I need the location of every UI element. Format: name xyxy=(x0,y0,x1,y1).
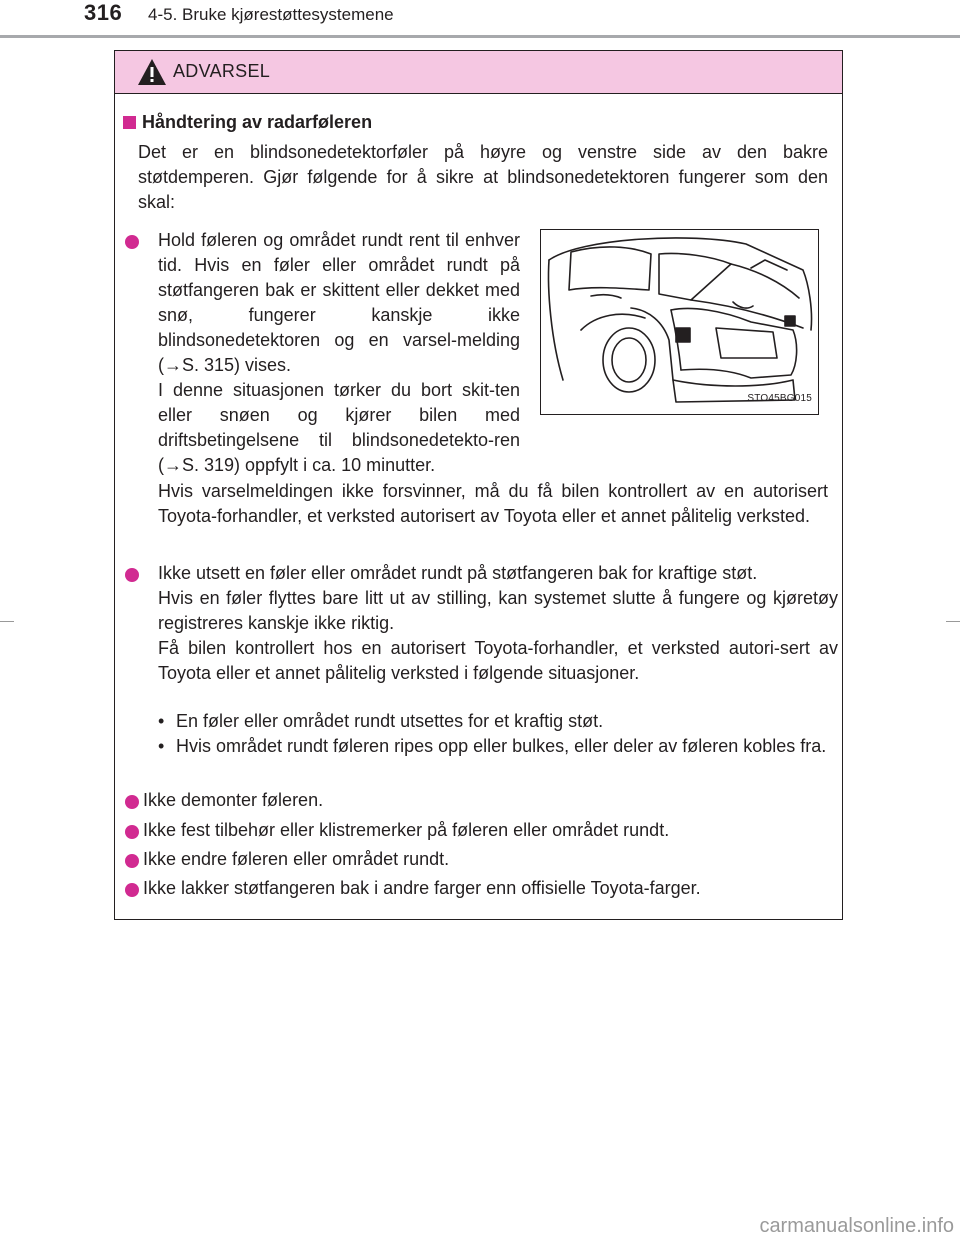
bullet-dot-icon xyxy=(125,235,139,249)
after-bullet1-paragraph: Hvis varselmeldingen ikke forsvinner, må du få bilen kontrollert av en autorisert Toyota-forhandler, et verksted autorisert av Toyota eller et annet pålitelig verksted. xyxy=(158,481,828,526)
watermark: carmanualsonline.info xyxy=(759,1215,954,1237)
bullet-text-5: Ikke endre føleren eller området rundt. xyxy=(143,849,450,869)
bullet-dot-icon xyxy=(125,854,139,868)
page-number: 316 xyxy=(84,0,123,25)
car-figure xyxy=(540,229,819,415)
bullet-text-3: Ikke demonter føleren. xyxy=(143,790,324,810)
bullet-text-2: Ikke utsett en føler eller området rundt på støtfangeren bak for kraftige støt. Hvis en føler flyttes bare litt ut av stilling, kan systemet slutte å fungere og kjøretøy registreres kanskje ikke riktig. Få bilen kontrollert hos en autorisert Toyota-forhandler, et verksted autori-sert av Toyota eller et annet pålitelig verksted i følgende situasjoner. xyxy=(158,563,838,683)
header-rule xyxy=(0,35,960,38)
section-heading xyxy=(123,110,372,135)
crop-mark-left xyxy=(0,621,14,622)
square-bullet-icon xyxy=(123,116,136,129)
bullet-text-4: Ikke fest tilbehør eller klistremerker på føleren eller området rundt. xyxy=(143,820,670,840)
bullet-text-1: Hold føleren og området rundt rent til enhver tid. Hvis en føler eller området rundt på støtfangeren bak er skittent eller dekket med snø, fungerer kanskje ikke blindsonedetektoren og en varsel-melding (→S. 315) vises. I denne situasjonen tørker du bort skit-ten eller snøen og kjører bilen med driftsbetingelsene til blindsonedetekto-ren (→S. 319) oppfylt i ca. 10 minutter. xyxy=(158,230,520,475)
bullet-dot-icon xyxy=(125,568,139,582)
bullet-dot-icon xyxy=(125,795,139,809)
sub-bullet-text: En føler eller området rundt utsettes for et kraftig støt. xyxy=(176,711,604,731)
warning-triangle-icon xyxy=(137,58,167,86)
intro-paragraph: Det er en blindsonedetektorføler på høyre og venstre side av den bakre støtdemperen. Gjør følgende for å sikre at blindsonedetektoren fungerer som den skal: xyxy=(138,142,828,212)
warning-label: ADVARSEL xyxy=(173,61,271,81)
section-heading-text: Håndtering av radarføleren xyxy=(142,112,373,132)
sub-bullet-marker: • xyxy=(158,711,165,731)
sub-bullet-text: Hvis området rundt føleren ripes opp eller bulkes, eller deler av føleren kobles fra. xyxy=(176,736,827,756)
bullet-text-6: Ikke lakker støtfangeren bak i andre farger enn offisielle Toyota-farger. xyxy=(143,878,701,898)
sub-bullet-marker: • xyxy=(158,736,165,756)
bullet-dot-icon xyxy=(125,825,139,839)
crop-mark-right xyxy=(946,621,960,622)
warning-header xyxy=(115,51,842,94)
bullet-dot-icon xyxy=(125,883,139,897)
warning-box xyxy=(114,50,843,920)
figure-code: STO45BG015 xyxy=(747,393,812,404)
section-title: 4-5. Bruke kjørestøttesystemene xyxy=(148,5,394,24)
